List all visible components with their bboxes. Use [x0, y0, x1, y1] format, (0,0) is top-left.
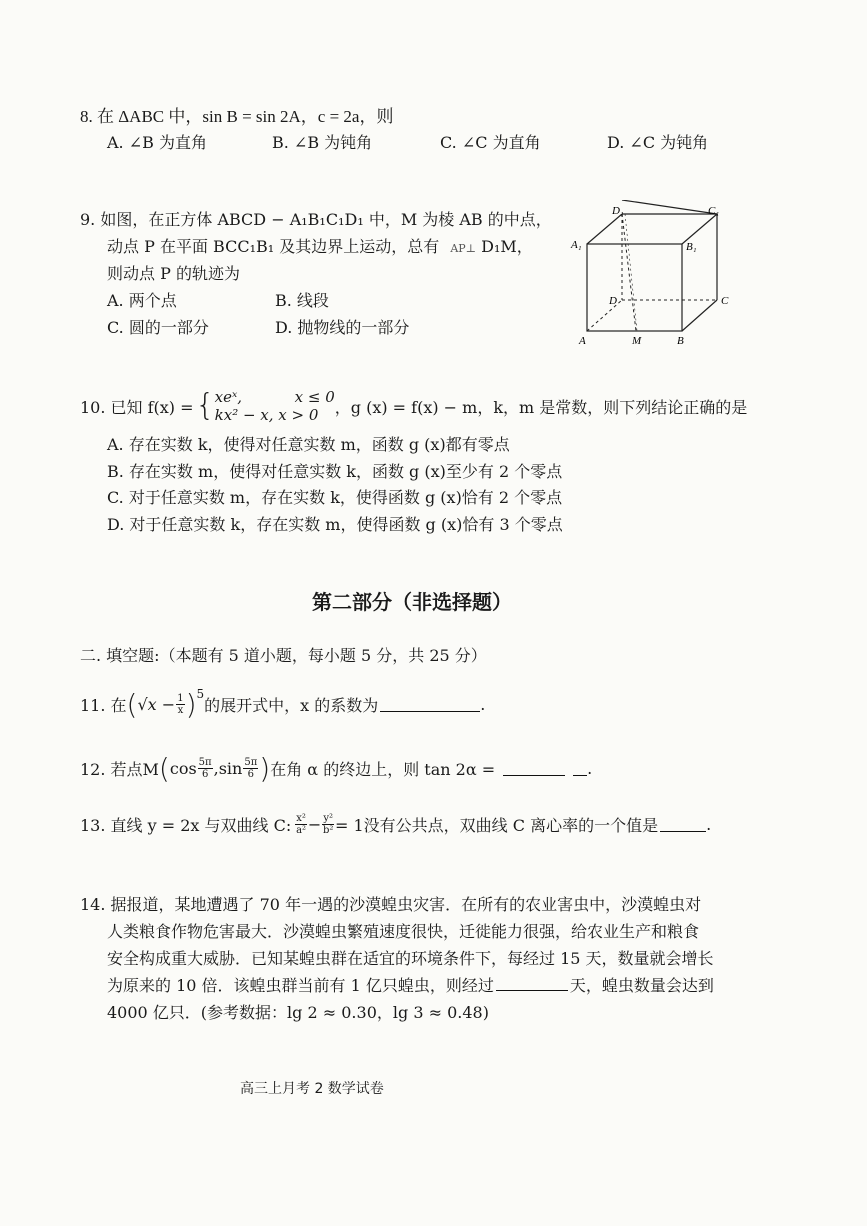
q12-rparen: ) [259, 751, 271, 785]
q14-line4b: 天，蝗虫数量会达到 [569, 976, 714, 995]
q11 [80, 687, 486, 721]
q12-suffix: 在角 α 的终边上，则 tan 2α = [270, 760, 496, 779]
label-d: D [609, 295, 617, 307]
q12-comma: , [213, 759, 219, 778]
label-b1: B₁ [686, 241, 697, 253]
q10-option-c: C. 对于任意实数 m，存在实数 k，使得函数 g (x)恰有 2 个零点 [107, 488, 563, 507]
label-c: C [721, 295, 729, 307]
q12-end: . [587, 759, 593, 778]
q9-line2a: 动点 P 在平面 BCC₁B₁ 及其边界上运动，总有 [107, 237, 440, 256]
q11-frac: $\frac{1}{x}$ [177, 693, 184, 716]
q12-prefix: 12. 若点M [80, 760, 159, 779]
q13-minus: − [307, 815, 322, 834]
q12-frac2: $\frac{5\pi}{6}$ [244, 757, 258, 780]
label-b: B [677, 335, 684, 347]
q11-answer-blank[interactable] [380, 697, 480, 712]
q8-option-b: B. ∠B 为钝角 [272, 133, 373, 152]
q13-answer-blank[interactable] [660, 817, 706, 832]
q11-prefix: 11. 在 [80, 696, 127, 715]
part2-title: 第二部分（非选择题） [312, 590, 512, 614]
q10-option-b: B. 存在实数 m，使得对任意实数 k，函数 g (x)至少有 2 个零点 [107, 462, 563, 481]
q9-option-b: B. 线段 [275, 291, 329, 310]
q14-answer-blank[interactable] [496, 976, 568, 991]
q11-power: 5 [196, 687, 205, 701]
q13-end: . [706, 815, 712, 834]
q8-option-a: A. ∠B 为直角 [107, 133, 207, 152]
label-a1: A₁ [571, 239, 582, 251]
q10-case2: kx² − x, x > 0 [214, 406, 319, 424]
q14-line2: 人类粮食作物危害最大．沙漠蝗虫繁殖速度很快，迁徙能力很强，给农业生产和粮食 [107, 922, 700, 941]
fill-heading: 二. 填空题:（本题有 5 道小题，每小题 5 分，共 25 分） [80, 646, 487, 665]
q8-stem: 8. 在 ΔABC 中，sin B = sin 2A，c = 2a，则 [80, 107, 394, 126]
q8-option-d: D. ∠C 为钝角 [607, 133, 709, 152]
q13-frac2: $\frac{\text{y²}}{\text{b²}}$ [322, 813, 334, 836]
q9-option-d: D. 抛物线的一部分 [275, 318, 410, 337]
q10-option-a: A. 存在实数 k，使得对任意实数 m，函数 g (x)都有零点 [107, 435, 510, 454]
q10-brace: { [195, 388, 215, 423]
page-footer: 高三上月考 2 数学试卷 [240, 1081, 384, 1097]
q11-lparen: ( [126, 687, 138, 721]
q13-frac1: $\frac{\text{x²}}{\text{a²}}$ [296, 813, 307, 836]
q10-suffix: ，g (x) = f(x) − m，k，m 是常数，则下列结论正确的是 [334, 397, 748, 417]
q10-stem [80, 388, 747, 424]
q12-answer-blank[interactable] [503, 761, 565, 776]
q11-rparen: ) [185, 687, 197, 721]
q9-option-c: C. 圆的一部分 [107, 318, 209, 337]
q8-option-c: C. ∠C 为直角 [440, 133, 541, 152]
q9-line3: 则动点 P 的轨迹为 [107, 264, 240, 283]
q12-lparen: ( [158, 751, 170, 785]
q9-line2c: D₁M， [481, 237, 533, 256]
q12 [80, 751, 593, 785]
q10-cases [215, 388, 335, 424]
q14-line1: 14. 据报道，某地遭遇了 70 年一遇的沙漠蝗虫灾害．在所有的农业害虫中，沙漠蝗虫对 [80, 895, 702, 914]
q12-cos: cos [169, 759, 197, 778]
q10-case1-cond: x ≤ 0 [294, 388, 335, 406]
q11-expr: √x − [137, 695, 176, 714]
q14-line3: 安全构成重大威胁．已知某蝗虫群在适宜的环境条件下，每经过 15 天，数量就会增长 [107, 949, 714, 968]
q12-answer-blank-tail [573, 761, 587, 776]
q9-line2 [107, 234, 533, 257]
q9-ap-perp: AP⊥ [450, 242, 477, 255]
q13-suffix: = 1没有公共点，双曲线 C 离心率的一个值是 [334, 816, 659, 835]
q10-case1-expr: xeˣ, [214, 388, 243, 406]
label-m: M [632, 335, 642, 347]
q14-line5: 4000 亿只．(参考数据：lg 2 ≈ 0.30，lg 3 ≈ 0.48) [107, 1003, 489, 1022]
label-d1: D₁ [612, 205, 624, 217]
q14-line4a: 为原来的 10 倍．该蝗虫群当前有 1 亿只蝗虫，则经过 [107, 976, 494, 995]
label-a: A [579, 335, 586, 347]
q9-line1: 9. 如图，在正方体 ABCD − A₁B₁C₁D₁ 中，M 为棱 AB 的中点， [80, 210, 552, 229]
q9-option-a: A. 两个点 [107, 291, 177, 310]
q10-prefix: 10. 已知 f(x) = [80, 397, 194, 417]
q12-frac1: $\frac{5\pi}{6}$ [198, 757, 212, 780]
q13 [80, 813, 711, 836]
q11-end: . [480, 695, 486, 714]
cube-figure [565, 200, 745, 350]
label-c1: C₁ [708, 205, 720, 217]
q11-suffix: 的展开式中，x 的系数为 [204, 696, 379, 715]
q12-sin: sin [218, 759, 243, 778]
q14-line4 [107, 973, 714, 996]
q10-option-d: D. 对于任意实数 k，存在实数 m，使得函数 g (x)恰有 3 个零点 [107, 515, 563, 534]
q13-prefix: 13. 直线 y = 2x 与双曲线 C: [80, 816, 292, 835]
